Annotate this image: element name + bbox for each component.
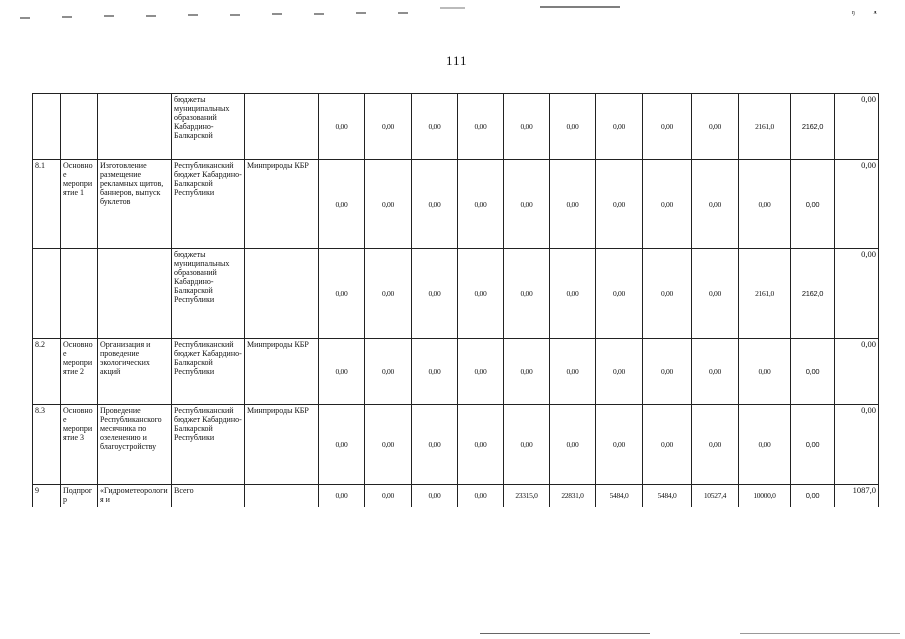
row-value: 0,00 xyxy=(739,405,791,485)
row-value: 0,00 xyxy=(365,405,412,485)
row-total-cell xyxy=(835,405,879,485)
row-value: 2162,0 xyxy=(791,249,835,339)
row-total-cell xyxy=(835,249,879,339)
row-value: 0,00 xyxy=(458,405,504,485)
table-row xyxy=(33,160,879,249)
row-value: 0,00 xyxy=(365,249,412,339)
row-total-value: 1087,0 xyxy=(852,485,876,495)
row-value: 0,00 xyxy=(412,94,458,160)
row-type xyxy=(61,94,98,160)
row-value: 0,00 xyxy=(643,94,692,160)
table-row xyxy=(33,249,879,339)
row-value: 0,00 xyxy=(791,160,835,249)
row-executor xyxy=(245,94,319,160)
row-executor xyxy=(245,485,319,507)
row-value: 0,00 xyxy=(739,160,791,249)
row-total-value: 0,00 xyxy=(861,160,876,170)
row-value: 0,00 xyxy=(319,249,365,339)
row-value: 0,00 xyxy=(692,249,739,339)
row-value: 0,00 xyxy=(550,94,596,160)
row-value: 23315,0 xyxy=(504,485,550,507)
table-row xyxy=(33,405,879,485)
row-value: 0,00 xyxy=(412,160,458,249)
row-funding-source: Всего xyxy=(172,485,245,507)
row-id: 9 xyxy=(33,485,61,507)
row-value: 0,00 xyxy=(504,160,550,249)
row-name: Изготовление размещение рекламных щитов, баннеров, выпуск буклетов xyxy=(98,160,172,249)
row-type: Основное мероприятие 3 xyxy=(61,405,98,485)
row-value: 0,00 xyxy=(692,160,739,249)
scan-corner-marks: ᵑ ᵜ xyxy=(851,8,885,20)
row-value: 0,00 xyxy=(412,249,458,339)
table-row xyxy=(33,94,879,160)
row-id: 8.3 xyxy=(33,405,61,485)
row-value: 0,00 xyxy=(692,339,739,405)
row-value: 0,00 xyxy=(550,160,596,249)
row-type: Подпрогр xyxy=(61,485,98,507)
row-value: 0,00 xyxy=(365,339,412,405)
row-value: 0,00 xyxy=(412,405,458,485)
row-value: 0,00 xyxy=(739,339,791,405)
row-type: Основное мероприятие 2 xyxy=(61,339,98,405)
row-total-cell xyxy=(835,485,879,507)
row-executor: Минприроды КБР xyxy=(245,160,319,249)
row-value: 0,00 xyxy=(458,160,504,249)
row-value: 10527,4 xyxy=(692,485,739,507)
row-value: 0,00 xyxy=(550,339,596,405)
row-name xyxy=(98,249,172,339)
row-value: 0,00 xyxy=(319,405,365,485)
row-value: 0,00 xyxy=(550,405,596,485)
row-value: 0,00 xyxy=(643,160,692,249)
row-value: 5484,0 xyxy=(643,485,692,507)
row-value: 0,00 xyxy=(458,339,504,405)
row-value: 0,00 xyxy=(365,94,412,160)
row-value: 0,00 xyxy=(412,339,458,405)
row-value: 0,00 xyxy=(596,405,643,485)
row-id: 8.1 xyxy=(33,160,61,249)
row-funding-source: бюджеты муниципальных образований Кабардино-Балкарской xyxy=(172,94,245,160)
row-value: 0,00 xyxy=(692,94,739,160)
row-total-cell xyxy=(835,160,879,249)
row-value: 22831,0 xyxy=(550,485,596,507)
row-total-value: 0,00 xyxy=(861,249,876,259)
footer-scan-line xyxy=(480,633,900,636)
row-value: 10000,0 xyxy=(739,485,791,507)
row-total-value: 0,00 xyxy=(861,339,876,349)
row-executor: Минприроды КБР xyxy=(245,405,319,485)
row-value: 0,00 xyxy=(791,485,835,507)
row-funding-source: Республиканский бюджет Кабардино-Балкарской Республики xyxy=(172,405,245,485)
row-value: 0,00 xyxy=(596,94,643,160)
row-value: 0,00 xyxy=(365,160,412,249)
row-value: 0,00 xyxy=(643,339,692,405)
row-type xyxy=(61,249,98,339)
budget-table xyxy=(32,93,879,507)
row-value: 0,00 xyxy=(504,339,550,405)
row-value: 2161,0 xyxy=(739,94,791,160)
row-value: 0,00 xyxy=(319,339,365,405)
row-id xyxy=(33,94,61,160)
row-id xyxy=(33,249,61,339)
row-executor xyxy=(245,249,319,339)
row-name: Организация и проведение экологических акций xyxy=(98,339,172,405)
table-row xyxy=(33,339,879,405)
row-id: 8.2 xyxy=(33,339,61,405)
row-value: 0,00 xyxy=(596,339,643,405)
row-value: 0,00 xyxy=(791,339,835,405)
row-value: 2161,0 xyxy=(739,249,791,339)
row-value: 0,00 xyxy=(596,249,643,339)
row-value: 0,00 xyxy=(319,485,365,507)
row-name: Проведение Республиканского месячника по озеленению и благоустройству xyxy=(98,405,172,485)
row-value: 2162,0 xyxy=(791,94,835,160)
row-value: 0,00 xyxy=(458,94,504,160)
row-value: 0,00 xyxy=(550,249,596,339)
row-total-value: 0,00 xyxy=(861,405,876,415)
row-value: 0,00 xyxy=(458,249,504,339)
row-value: 0,00 xyxy=(596,160,643,249)
row-total-value: 0,00 xyxy=(861,94,876,104)
row-total-cell xyxy=(835,94,879,160)
row-value: 0,00 xyxy=(504,94,550,160)
row-value: 0,00 xyxy=(504,405,550,485)
row-value: 5484,0 xyxy=(596,485,643,507)
row-value: 0,00 xyxy=(319,94,365,160)
row-funding-source: бюджеты муниципальных образований Кабардино-Балкарской Республики xyxy=(172,249,245,339)
table-row xyxy=(33,485,879,507)
row-total-cell xyxy=(835,339,879,405)
row-name: «Гидрометеорология и xyxy=(98,485,172,507)
header-dash-line xyxy=(20,6,620,20)
row-value: 0,00 xyxy=(643,249,692,339)
row-value: 0,00 xyxy=(365,485,412,507)
row-value: 0,00 xyxy=(692,405,739,485)
row-value: 0,00 xyxy=(504,249,550,339)
row-value: 0,00 xyxy=(791,405,835,485)
row-name xyxy=(98,94,172,160)
row-executor: Минприроды КБР xyxy=(245,339,319,405)
row-value: 0,00 xyxy=(643,405,692,485)
row-value: 0,00 xyxy=(458,485,504,507)
row-value: 0,00 xyxy=(319,160,365,249)
row-type: Основное мероприятие 1 xyxy=(61,160,98,249)
row-value: 0,00 xyxy=(412,485,458,507)
row-funding-source: Республиканский бюджет Кабардино-Балкарской Республики xyxy=(172,339,245,405)
row-funding-source: Республиканский бюджет Кабардино-Балкарской Республики xyxy=(172,160,245,249)
page-number: 111 xyxy=(446,53,468,68)
